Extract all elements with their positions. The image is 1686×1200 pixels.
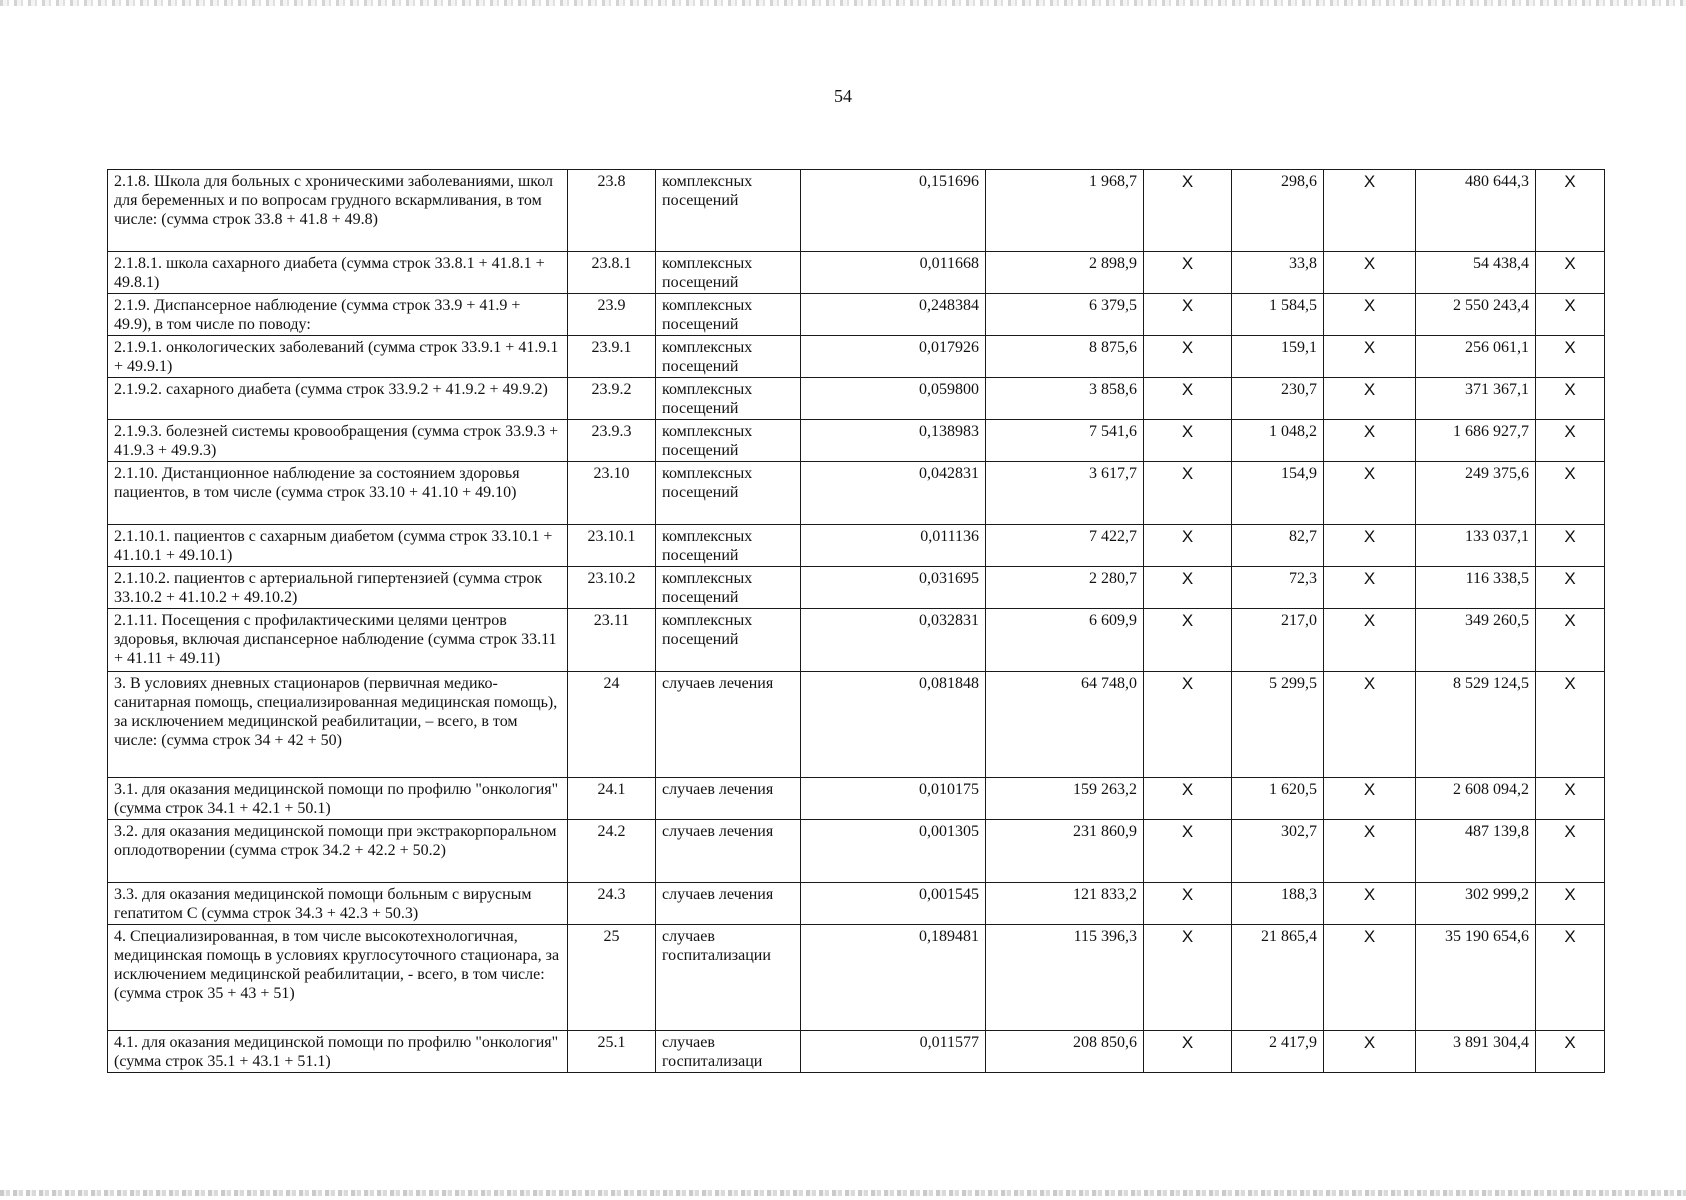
table-row [108,883,1605,925]
row-norm-cell: 0,001545 [801,883,986,925]
row-x-cell: X [1144,567,1232,609]
row-cost-cell: 3 617,7 [986,462,1144,525]
row-sum2-cell: 371 367,1 [1416,378,1536,420]
row-x-cell: X [1144,883,1232,925]
row-code-cell: 23.11 [568,609,656,672]
row-norm-cell: 0,189481 [801,925,986,1031]
row-sum1-cell: 302,7 [1232,820,1324,883]
row-unit-cell: случаев лечения [656,778,801,820]
row-sum2-cell: 2 550 243,4 [1416,294,1536,336]
row-x-cell: X [1536,883,1605,925]
row-code-cell: 23.10.2 [568,567,656,609]
row-code-cell: 23.9.3 [568,420,656,462]
row-unit-cell: комплексных посещений [656,170,801,252]
table-row [108,420,1605,462]
row-sum1-cell: 21 865,4 [1232,925,1324,1031]
row-norm-cell: 0,042831 [801,462,986,525]
row-name-cell: 3.3. для оказания медицинской помощи больным с вирусным гепатитом С (сумма строк 34.3 + 42.3 + 50.3) [108,883,568,925]
row-unit-cell: комплексных посещений [656,420,801,462]
row-sum2-cell: 2 608 094,2 [1416,778,1536,820]
page-number: 54 [834,86,852,106]
row-sum1-cell: 5 299,5 [1232,672,1324,778]
row-x-cell: X [1324,336,1416,378]
row-x-cell: X [1536,1031,1605,1073]
row-cost-cell: 2 898,9 [986,252,1144,294]
table-row [108,820,1605,883]
row-sum2-cell: 302 999,2 [1416,883,1536,925]
row-cost-cell: 7 541,6 [986,420,1144,462]
row-norm-cell: 0,001305 [801,820,986,883]
row-sum2-cell: 1 686 927,7 [1416,420,1536,462]
row-x-cell: X [1144,672,1232,778]
row-name-cell: 4.1. для оказания медицинской помощи по профилю "онкология" (сумма строк 35.1 + 43.1 + 51.1) [108,1031,568,1073]
row-x-cell: X [1536,170,1605,252]
row-cost-cell: 231 860,9 [986,820,1144,883]
table-row [108,1031,1605,1073]
row-x-cell: X [1536,378,1605,420]
row-x-cell: X [1324,252,1416,294]
row-name-cell: 2.1.8. Школа для больных с хроническими заболеваниями, школ для беременных и по вопросам грудного вскармливания, в том числе: (сумма строк 33.8 + 41.8 + 49.8) [108,170,568,252]
row-unit-cell: комплексных посещений [656,567,801,609]
row-name-cell: 2.1.11. Посещения с профилактическими целями центров здоровья, включая диспансерное наблюдение (сумма строк 33.11 + 41.11 + 49.11) [108,609,568,672]
row-sum1-cell: 230,7 [1232,378,1324,420]
row-unit-cell: случаев госпитализации [656,925,801,1031]
row-sum2-cell: 349 260,5 [1416,609,1536,672]
row-x-cell: X [1324,294,1416,336]
row-x-cell: X [1144,294,1232,336]
row-unit-cell: случаев лечения [656,672,801,778]
table-row [108,252,1605,294]
row-x-cell: X [1324,378,1416,420]
row-sum1-cell: 33,8 [1232,252,1324,294]
row-x-cell: X [1324,609,1416,672]
table-row [108,567,1605,609]
row-x-cell: X [1324,672,1416,778]
row-x-cell: X [1144,820,1232,883]
row-norm-cell: 0,081848 [801,672,986,778]
row-sum2-cell: 8 529 124,5 [1416,672,1536,778]
row-x-cell: X [1144,925,1232,1031]
row-x-cell: X [1144,778,1232,820]
scan-edge-bottom [0,1190,1686,1196]
row-norm-cell: 0,138983 [801,420,986,462]
row-sum2-cell: 54 438,4 [1416,252,1536,294]
row-name-cell: 3. В условиях дневных стационаров (первичная медико-санитарная помощь, специализированная медицинская помощь), за исключением медицинской реабилитации, – всего, в том числе: (сумма строк 34 + 42 + 50) [108,672,568,778]
row-cost-cell: 1 968,7 [986,170,1144,252]
row-x-cell: X [1144,609,1232,672]
row-unit-cell: случаев лечения [656,883,801,925]
row-name-cell: 3.1. для оказания медицинской помощи по профилю "онкология" (сумма строк 34.1 + 42.1 + 50.1) [108,778,568,820]
row-name-cell: 3.2. для оказания медицинской помощи при экстракорпоральном оплодотворении (сумма строк 34.2 + 42.2 + 50.2) [108,820,568,883]
row-x-cell: X [1536,672,1605,778]
row-x-cell: X [1324,462,1416,525]
row-name-cell: 2.1.9.1. онкологических заболеваний (сумма строк 33.9.1 + 41.9.1 + 49.9.1) [108,336,568,378]
row-cost-cell: 121 833,2 [986,883,1144,925]
row-sum2-cell: 35 190 654,6 [1416,925,1536,1031]
data-table [107,169,1605,1073]
row-code-cell: 24.3 [568,883,656,925]
row-x-cell: X [1536,462,1605,525]
row-code-cell: 24.1 [568,778,656,820]
row-x-cell: X [1536,778,1605,820]
row-x-cell: X [1536,567,1605,609]
row-sum2-cell: 249 375,6 [1416,462,1536,525]
row-sum1-cell: 1 048,2 [1232,420,1324,462]
row-sum1-cell: 2 417,9 [1232,1031,1324,1073]
row-x-cell: X [1536,294,1605,336]
table-row [108,778,1605,820]
row-code-cell: 23.10.1 [568,525,656,567]
row-name-cell: 2.1.9.3. болезней системы кровообращения (сумма строк 33.9.3 + 41.9.3 + 49.9.3) [108,420,568,462]
row-name-cell: 2.1.9. Диспансерное наблюдение (сумма строк 33.9 + 41.9 + 49.9), в том числе по поводу: [108,294,568,336]
row-sum1-cell: 1 620,5 [1232,778,1324,820]
row-name-cell: 2.1.10.1. пациентов с сахарным диабетом (сумма строк 33.10.1 + 41.10.1 + 49.10.1) [108,525,568,567]
table-row [108,925,1605,1031]
row-name-cell: 2.1.9.2. сахарного диабета (сумма строк 33.9.2 + 41.9.2 + 49.9.2) [108,378,568,420]
row-norm-cell: 0,010175 [801,778,986,820]
row-norm-cell: 0,011136 [801,525,986,567]
table-row [108,525,1605,567]
row-norm-cell: 0,248384 [801,294,986,336]
row-code-cell: 25 [568,925,656,1031]
row-x-cell: X [1324,1031,1416,1073]
row-sum1-cell: 72,3 [1232,567,1324,609]
row-x-cell: X [1536,336,1605,378]
table-body [108,170,1605,1073]
row-norm-cell: 0,011668 [801,252,986,294]
row-norm-cell: 0,011577 [801,1031,986,1073]
row-code-cell: 23.9 [568,294,656,336]
row-x-cell: X [1144,336,1232,378]
row-name-cell: 2.1.10.2. пациентов с артериальной гипертензией (сумма строк 33.10.2 + 41.10.2 + 49.10.2) [108,567,568,609]
table-row [108,672,1605,778]
row-cost-cell: 115 396,3 [986,925,1144,1031]
row-norm-cell: 0,017926 [801,336,986,378]
row-name-cell: 2.1.10. Дистанционное наблюдение за состоянием здоровья пациентов, в том числе (сумма строк 33.10 + 41.10 + 49.10) [108,462,568,525]
row-sum1-cell: 82,7 [1232,525,1324,567]
row-x-cell: X [1144,170,1232,252]
row-code-cell: 23.8.1 [568,252,656,294]
row-sum1-cell: 1 584,5 [1232,294,1324,336]
table-row [108,294,1605,336]
row-code-cell: 24.2 [568,820,656,883]
row-sum2-cell: 256 061,1 [1416,336,1536,378]
row-x-cell: X [1324,925,1416,1031]
row-x-cell: X [1536,252,1605,294]
row-x-cell: X [1536,525,1605,567]
row-sum1-cell: 188,3 [1232,883,1324,925]
row-code-cell: 23.9.1 [568,336,656,378]
row-sum2-cell: 480 644,3 [1416,170,1536,252]
table-row [108,170,1605,252]
row-unit-cell: случаев госпитализаци [656,1031,801,1073]
row-x-cell: X [1144,462,1232,525]
scan-edge-top [0,0,1686,6]
row-cost-cell: 6 379,5 [986,294,1144,336]
row-name-cell: 2.1.8.1. школа сахарного диабета (сумма строк 33.8.1 + 41.8.1 + 49.8.1) [108,252,568,294]
row-x-cell: X [1324,778,1416,820]
row-unit-cell: комплексных посещений [656,378,801,420]
row-code-cell: 23.10 [568,462,656,525]
row-x-cell: X [1324,567,1416,609]
row-sum2-cell: 133 037,1 [1416,525,1536,567]
row-unit-cell: комплексных посещений [656,462,801,525]
row-x-cell: X [1144,420,1232,462]
row-unit-cell: комплексных посещений [656,252,801,294]
row-x-cell: X [1536,609,1605,672]
row-code-cell: 23.8 [568,170,656,252]
row-x-cell: X [1144,378,1232,420]
row-cost-cell: 208 850,6 [986,1031,1144,1073]
row-cost-cell: 6 609,9 [986,609,1144,672]
row-x-cell: X [1324,820,1416,883]
row-sum1-cell: 298,6 [1232,170,1324,252]
table-row [108,378,1605,420]
row-code-cell: 24 [568,672,656,778]
row-sum1-cell: 217,0 [1232,609,1324,672]
row-cost-cell: 64 748,0 [986,672,1144,778]
row-sum2-cell: 487 139,8 [1416,820,1536,883]
row-x-cell: X [1144,252,1232,294]
row-sum1-cell: 154,9 [1232,462,1324,525]
row-unit-cell: комплексных посещений [656,525,801,567]
row-sum2-cell: 3 891 304,4 [1416,1031,1536,1073]
row-sum2-cell: 116 338,5 [1416,567,1536,609]
row-unit-cell: комплексных посещений [656,609,801,672]
table-row [108,609,1605,672]
row-cost-cell: 3 858,6 [986,378,1144,420]
row-unit-cell: комплексных посещений [656,336,801,378]
row-unit-cell: случаев лечения [656,820,801,883]
row-cost-cell: 2 280,7 [986,567,1144,609]
row-x-cell: X [1324,883,1416,925]
row-cost-cell: 8 875,6 [986,336,1144,378]
row-code-cell: 23.9.2 [568,378,656,420]
row-unit-cell: комплексных посещений [656,294,801,336]
row-x-cell: X [1144,1031,1232,1073]
row-name-cell: 4. Специализированная, в том числе высокотехнологичная, медицинская помощь в условиях круглосуточного стационара, за исключением медицинской реабилитации, - всего, в том числе: (сумма строк 35 + 43 + 51) [108,925,568,1031]
table-row [108,462,1605,525]
row-x-cell: X [1324,170,1416,252]
row-x-cell: X [1324,420,1416,462]
row-x-cell: X [1536,925,1605,1031]
table-row [108,336,1605,378]
row-sum1-cell: 159,1 [1232,336,1324,378]
row-cost-cell: 159 263,2 [986,778,1144,820]
row-norm-cell: 0,032831 [801,609,986,672]
row-norm-cell: 0,151696 [801,170,986,252]
row-norm-cell: 0,059800 [801,378,986,420]
row-x-cell: X [1536,820,1605,883]
row-x-cell: X [1144,525,1232,567]
row-x-cell: X [1536,420,1605,462]
row-cost-cell: 7 422,7 [986,525,1144,567]
row-norm-cell: 0,031695 [801,567,986,609]
row-x-cell: X [1324,525,1416,567]
row-code-cell: 25.1 [568,1031,656,1073]
